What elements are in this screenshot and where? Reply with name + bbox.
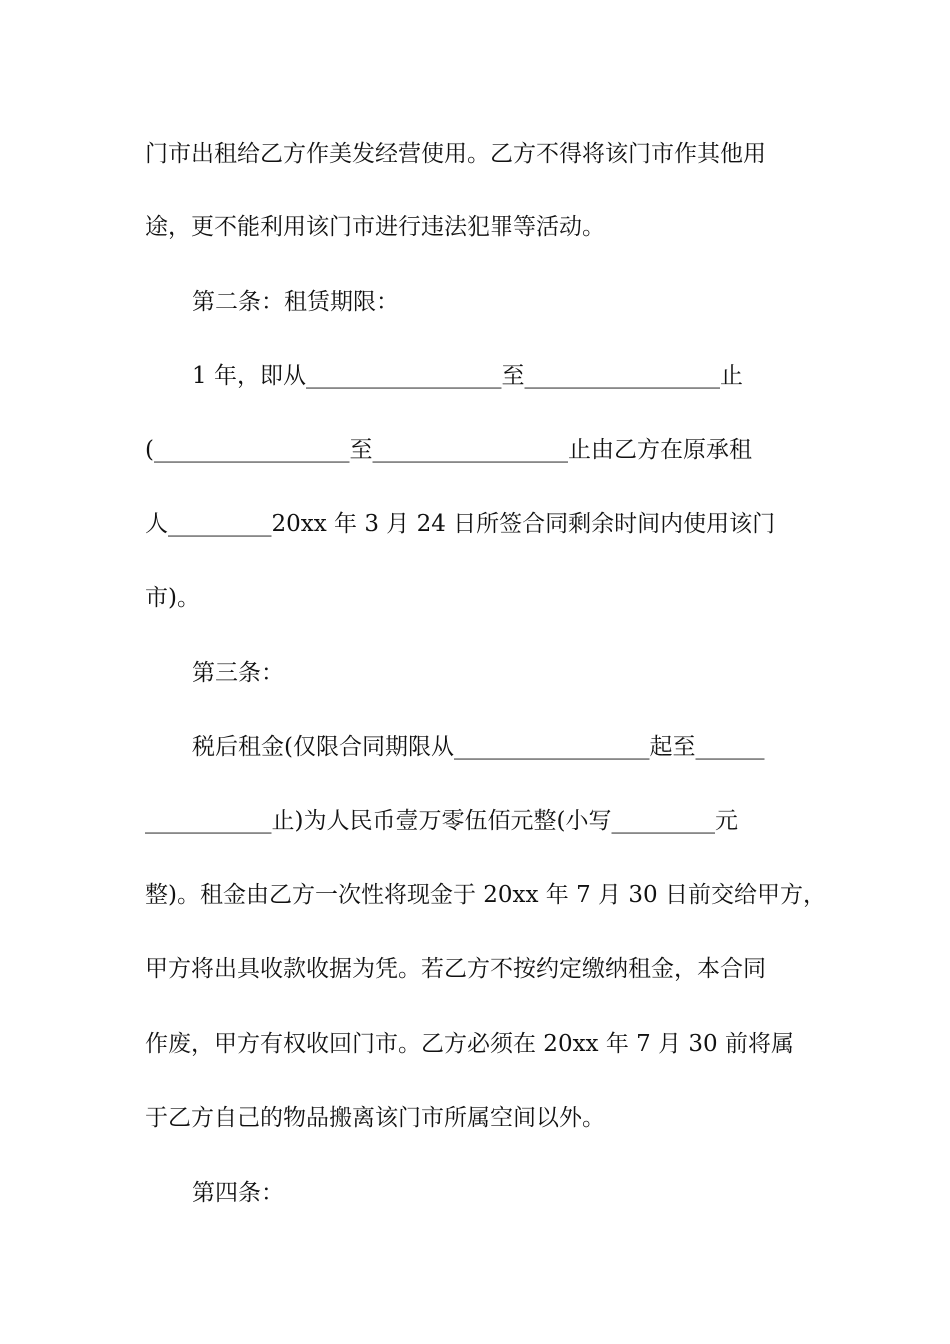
body-line: 市)。 — [145, 585, 200, 611]
section-heading: 第二条：租赁期限： — [192, 289, 399, 315]
body-line: 税后租金(仅限合同期限从_________________起至______ — [192, 734, 765, 760]
body-line: 作废，甲方有权收回门市。乙方必须在 20xx 年 7 月 30 前将属 — [145, 1031, 794, 1057]
body-line: ___________止)为人民币壹万零伍佰元整(小写_________元 — [145, 808, 738, 834]
section-heading: 第三条： — [192, 660, 284, 686]
body-line: 于乙方自己的物品搬离该门市所属空间以外。 — [145, 1105, 605, 1131]
body-line: 人_________20xx 年 3 月 24 日所签合同剩余时间内使用该门 — [145, 511, 776, 537]
body-line: 1 年，即从_________________至_________________止 — [192, 363, 743, 389]
section-heading: 第四条： — [192, 1180, 284, 1206]
body-line: 途，更不能利用该门市进行违法犯罪等活动。 — [145, 214, 605, 240]
body-line: 整)。租金由乙方一次性将现金于 20xx 年 7 月 30 日前交给甲方， — [145, 882, 826, 908]
body-line: (_________________至_________________止由乙方在原承租 — [145, 437, 752, 463]
body-line: 甲方将出具收款收据为凭。若乙方不按约定缴纳租金，本合同 — [145, 956, 766, 982]
body-line: 门市出租给乙方作美发经营使用。乙方不得将该门市作其他用 — [145, 141, 766, 167]
